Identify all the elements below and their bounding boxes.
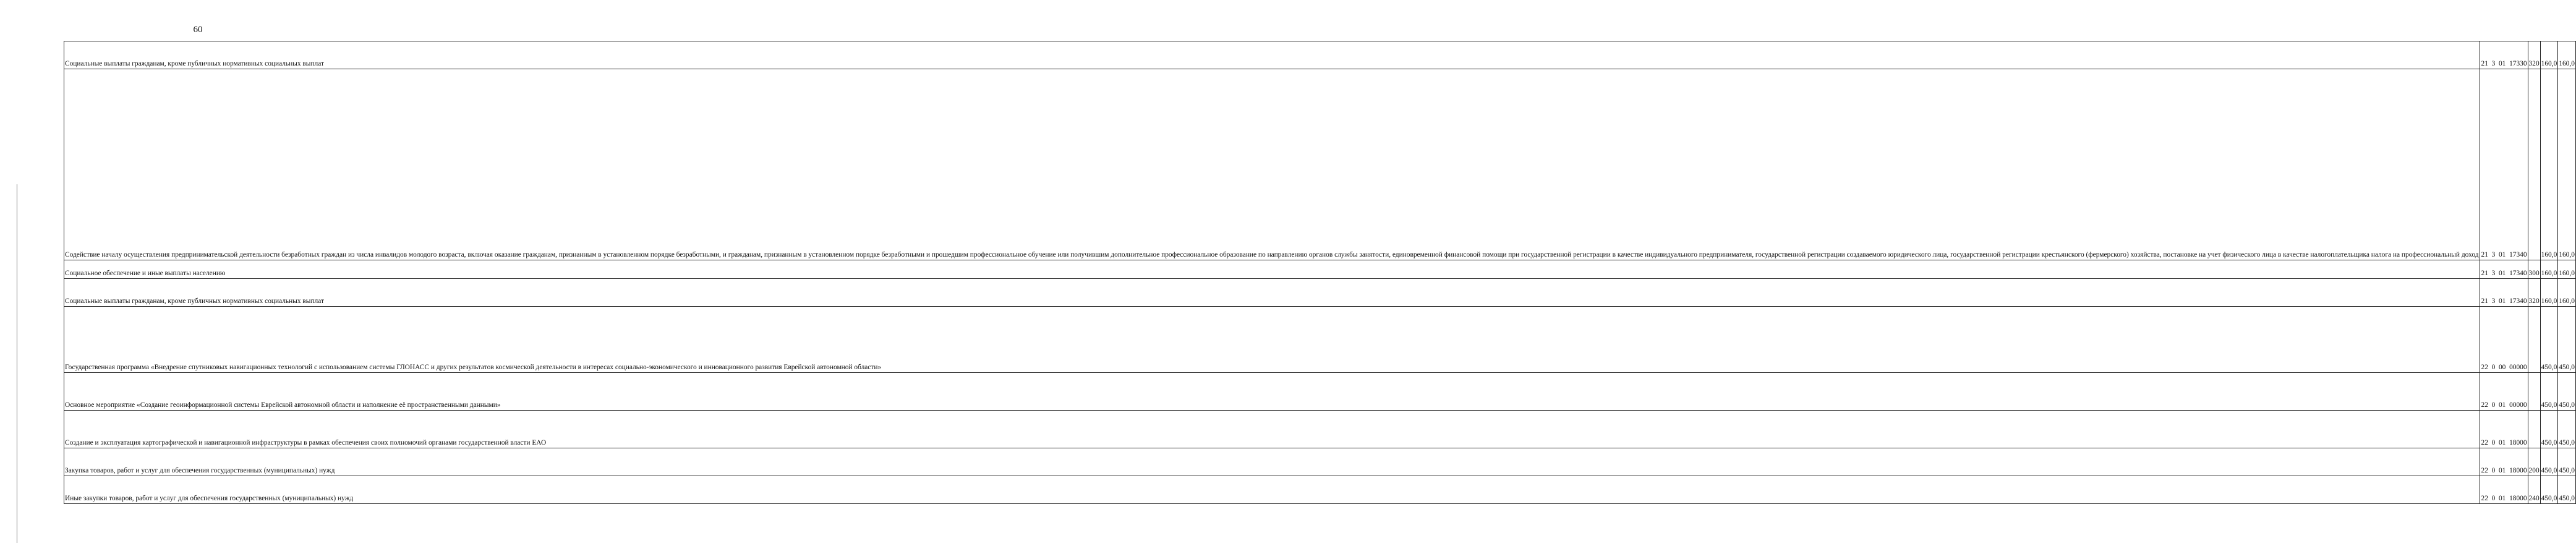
row-sum-year1: 160,0 xyxy=(2540,69,2558,260)
row-sum-year1: 160,0 xyxy=(2540,260,2558,279)
row-code: 22 0 01 18000 xyxy=(2480,448,2528,476)
row-sum-year1: 450,0 xyxy=(2540,307,2558,373)
row-sum-year2: 450,0 xyxy=(2558,476,2576,504)
row-sum-year1: 450,0 xyxy=(2540,411,2558,448)
row-name: Закупка товаров, работ и услуг для обеспечения государственных (муниципальных) нужд xyxy=(64,448,2480,476)
row-sum-year1: 450,0 xyxy=(2540,476,2558,504)
row-sum-year2: 160,0 xyxy=(2558,41,2576,69)
row-expense-type: 300 xyxy=(2528,260,2540,279)
row-sum-year2: 160,0 xyxy=(2558,69,2576,260)
page-number: 60 xyxy=(193,25,203,35)
row-code: 22 0 01 00000 xyxy=(2480,373,2528,411)
row-name: Социальное обеспечение и иные выплаты населению xyxy=(64,260,2480,279)
table-row xyxy=(64,307,2576,373)
row-name: Государственная программа «Внедрение спутниковых навигационных технологий с использованием системы ГЛОНАСС и других результатов космической деятельности в интересах социально-экономического и инновационного развития Еврейской автономной области» xyxy=(64,307,2480,373)
row-code: 22 0 01 18000 xyxy=(2480,411,2528,448)
row-sum-year2: 450,0 xyxy=(2558,373,2576,411)
table-row xyxy=(64,411,2576,448)
table-row xyxy=(64,260,2576,279)
table-row xyxy=(64,69,2576,260)
row-code: 21 3 01 17340 xyxy=(2480,69,2528,260)
row-sum-year1: 160,0 xyxy=(2540,41,2558,69)
row-expense-type xyxy=(2528,307,2540,373)
row-sum-year2: 450,0 xyxy=(2558,448,2576,476)
table-row xyxy=(64,448,2576,476)
row-name: Основное мероприятие «Создание геоинформационной системы Еврейской автономной области и наполнение её пространственными данными» xyxy=(64,373,2480,411)
row-code: 21 3 01 17340 xyxy=(2480,260,2528,279)
row-code: 22 0 00 00000 xyxy=(2480,307,2528,373)
row-expense-type: 320 xyxy=(2528,41,2540,69)
row-code: 21 3 01 17330 xyxy=(2480,41,2528,69)
table-row xyxy=(64,41,2576,69)
row-sum-year1: 450,0 xyxy=(2540,448,2558,476)
table-row xyxy=(64,373,2576,411)
row-expense-type: 240 xyxy=(2528,476,2540,504)
row-name: Социальные выплаты гражданам, кроме публичных нормативных социальных выплат xyxy=(64,279,2480,307)
row-sum-year2: 450,0 xyxy=(2558,411,2576,448)
row-expense-type xyxy=(2528,373,2540,411)
row-sum-year2: 160,0 xyxy=(2558,279,2576,307)
row-sum-year1: 160,0 xyxy=(2540,279,2558,307)
budget-table xyxy=(64,41,2576,504)
row-expense-type: 200 xyxy=(2528,448,2540,476)
row-sum-year2: 450,0 xyxy=(2558,307,2576,373)
row-sum-year1: 450,0 xyxy=(2540,373,2558,411)
row-code: 22 0 01 18000 xyxy=(2480,476,2528,504)
table-row xyxy=(64,476,2576,504)
row-expense-type: 320 xyxy=(2528,279,2540,307)
row-code: 21 3 01 17340 xyxy=(2480,279,2528,307)
row-name: Социальные выплаты гражданам, кроме публичных нормативных социальных выплат xyxy=(64,41,2480,69)
row-name: Содействие началу осуществления предпринимательской деятельности безработных граждан из числа инвалидов молодого возраста, включая оказание гражданам, признанным в установленном порядке безработными, и гражданам, признанным в установленном порядке безработными и прошедшим профессиональное обучение или получившим дополнительное профессиональное образование по направлению органов службы занятости, единовременной финансовой помощи при государственной регистрации в качестве индивидуального предпринимателя, государственной регистрации создаваемого юридического лица, государственной регистрации крестьянского (фермерского) хозяйства, постановке на учет физического лица в качестве налогоплательщика налога на профессиональный доход xyxy=(64,69,2480,260)
row-expense-type xyxy=(2528,69,2540,260)
row-expense-type xyxy=(2528,411,2540,448)
row-sum-year2: 160,0 xyxy=(2558,260,2576,279)
row-name: Иные закупки товаров, работ и услуг для обеспечения государственных (муниципальных) нужд xyxy=(64,476,2480,504)
row-name: Создание и эксплуатация картографической и навигационной инфраструктуры в рамках обеспечения своих полномочий органами государственной власти ЕАО xyxy=(64,411,2480,448)
table-row xyxy=(64,279,2576,307)
